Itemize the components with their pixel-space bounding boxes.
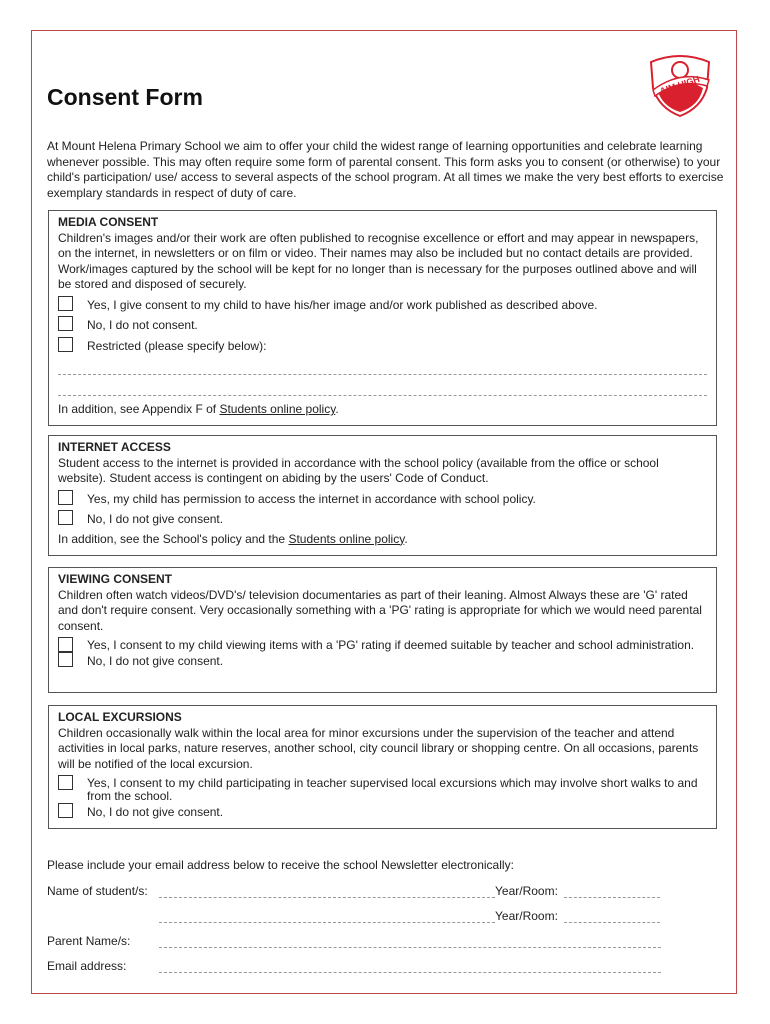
year-room-label: Year/Room: <box>495 884 558 898</box>
option-label: No, I do not give consent. <box>87 512 224 526</box>
option-label: Restricted (please specify below): <box>87 338 267 353</box>
section-heading: LOCAL EXCURSIONS <box>58 710 182 724</box>
section-body: Student access to the internet is provided in accordance with the school policy (available from the office or school website). Student access is contingent on abiding by the users' Code of Conduct. <box>58 455 659 485</box>
newsletter-prompt: Please include your email address below to receive the school Newsletter electronically: <box>47 858 514 872</box>
year-room-field[interactable] <box>564 884 660 898</box>
checkbox[interactable] <box>58 775 73 790</box>
option-label: No, I do not give consent. <box>87 805 224 819</box>
footer-text: In addition, see the School's policy and the <box>58 531 289 546</box>
viewing-consent-section <box>48 567 717 693</box>
footer-text: . <box>404 531 408 546</box>
viewing-option-yes[interactable] <box>58 639 707 652</box>
year-room-field[interactable] <box>564 909 660 923</box>
option-label: Yes, I consent to my child participating in teacher supervised local excursions which may involve short walks to and from the school. <box>87 776 698 803</box>
parent-name-row <box>47 934 661 948</box>
option-label: Yes, I give consent to my child to have his/her image and/or work published as described above. <box>87 297 598 312</box>
restriction-line-1[interactable] <box>58 354 707 375</box>
viewing-option-no[interactable] <box>58 654 707 670</box>
section-body: Children's images and/or their work are often published to recognise excellence or effort and may appear in newspapers, on the internet, in newsletters or on film or video. Their names may also be included but no contact details are provided. Work/images captured by the school will be kept for no longer than is necessary for the purposes outlined above and will be stored and disposed of securely. <box>58 230 699 291</box>
excursions-option-no[interactable] <box>58 805 707 821</box>
school-crest-logo <box>643 52 717 118</box>
option-label: Yes, my child has permission to access the internet in accordance with school policy. <box>87 491 536 506</box>
media-option-no[interactable] <box>58 318 707 334</box>
checkbox[interactable] <box>58 637 73 652</box>
intro-text: At Mount Helena Primary School we aim to offer your child the widest range of learning opportunities and celebrate learning whenever possible. This may often require some form of parental consent. This form asks you to consent (or otherwise) to your child's participation/ use/ access to several aspects of the school program. At all times we make the very best efforts to exercise exemplary standards in respect of duty of care. <box>47 139 724 200</box>
student-name-label: Name of student/s: <box>47 884 148 898</box>
student-name-row-2 <box>47 909 660 923</box>
email-label: Email address: <box>47 959 127 973</box>
checkbox[interactable] <box>58 490 73 505</box>
year-room-label: Year/Room: <box>495 909 558 923</box>
students-online-policy-link[interactable]: Students online policy <box>219 402 336 416</box>
checkbox[interactable] <box>58 337 73 352</box>
section-body: Children often watch videos/DVD's/ television documentaries as part of their leaning. Almost Always these are 'G' rated and don't require consent. Very occasionally something with a 'PG' rating is appropriate for which we would need parental consent. <box>58 587 702 633</box>
parent-name-label: Parent Name/s: <box>47 934 131 948</box>
option-label: Yes, I consent to my child viewing items with a 'PG' rating if deemed suitable by teacher and school administration. <box>87 638 695 652</box>
section-footer <box>58 402 707 418</box>
internet-option-yes[interactable] <box>58 492 707 508</box>
student-name-row-1 <box>47 884 660 898</box>
section-heading: MEDIA CONSENT <box>58 215 159 229</box>
checkbox[interactable] <box>58 652 73 667</box>
section-heading: INTERNET ACCESS <box>58 440 171 454</box>
footer-text: . <box>335 402 339 416</box>
footer-text: In addition, see Appendix F of <box>58 402 220 416</box>
students-online-policy-link[interactable]: Students online policy <box>288 531 405 546</box>
excursions-option-yes[interactable] <box>58 777 707 803</box>
student-name-field[interactable] <box>159 909 495 923</box>
email-row <box>47 959 661 973</box>
restriction-line-2[interactable] <box>58 375 707 396</box>
section-footer <box>58 532 707 548</box>
checkbox[interactable] <box>58 296 73 311</box>
page-title: Consent Form <box>47 84 203 110</box>
internet-access-section <box>48 435 717 556</box>
local-excursions-section <box>48 705 717 829</box>
email-field[interactable] <box>159 959 661 973</box>
option-label: No, I do not give consent. <box>87 654 224 668</box>
checkbox[interactable] <box>58 803 73 818</box>
checkbox[interactable] <box>58 316 73 331</box>
media-consent-section <box>48 210 717 426</box>
student-name-field[interactable] <box>159 884 495 898</box>
internet-option-no[interactable] <box>58 512 707 528</box>
option-label: No, I do not consent. <box>87 318 198 332</box>
parent-name-field[interactable] <box>159 934 661 948</box>
section-heading: VIEWING CONSENT <box>58 572 173 586</box>
media-option-restricted[interactable] <box>58 339 707 355</box>
section-body: Children occasionally walk within the local area for minor excursions under the supervision of the teacher and attend activities in local parks, nature reserves, another school, city council library or shopping centre. On all occasions, parents will be notified of the local excursion. <box>58 725 699 771</box>
svg-text:AIM HIGH: AIM HIGH <box>658 73 701 97</box>
media-option-yes[interactable] <box>58 298 707 314</box>
checkbox[interactable] <box>58 510 73 525</box>
